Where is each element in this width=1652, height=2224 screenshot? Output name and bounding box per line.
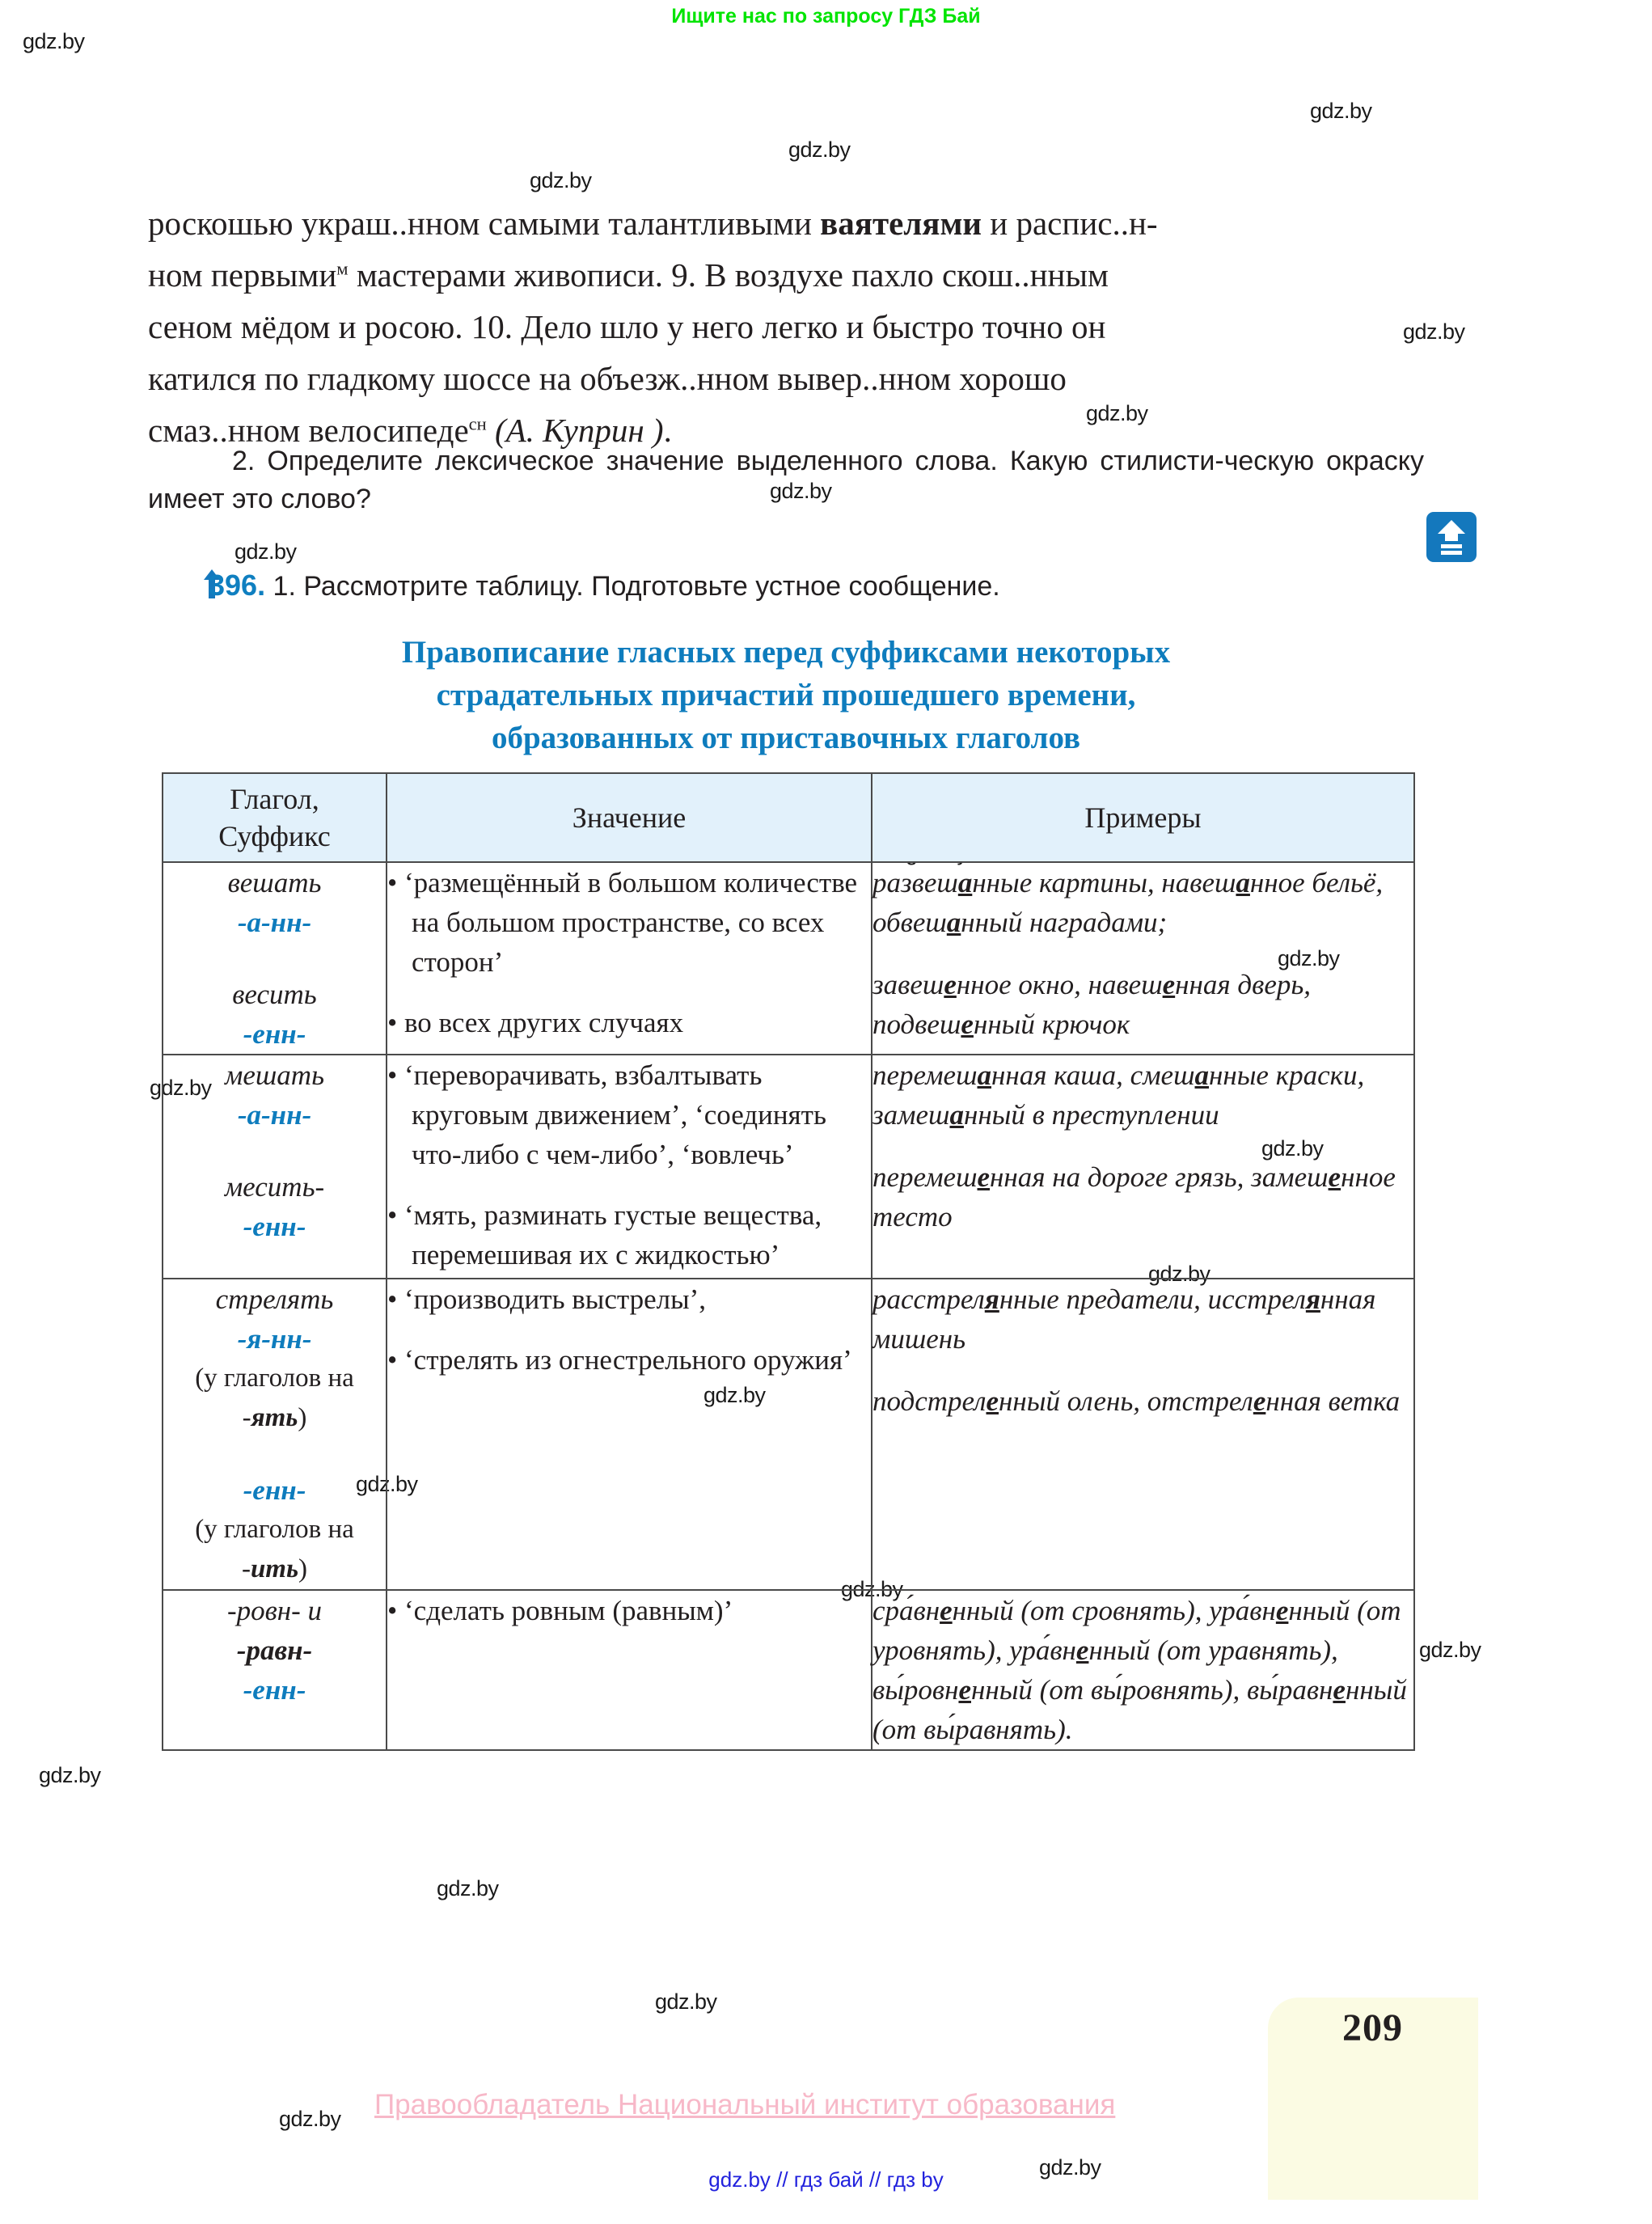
cell-meaning bbox=[387, 1279, 872, 1590]
cell-meaning bbox=[387, 1590, 872, 1750]
site-watermark: gdz.by bbox=[1419, 1638, 1481, 1662]
paragraph-line: смаз..нном велосипеде$^{сн}$ (А. Куприн ). bbox=[148, 412, 672, 449]
site-watermark: gdz.by bbox=[23, 29, 85, 53]
table-row bbox=[163, 1590, 1414, 1750]
spelling-rules-table bbox=[162, 772, 1415, 1751]
cell-verb-suffix bbox=[163, 1590, 387, 1750]
meaning-item: • ‘переворачивать, взбалтывать круговым движением’, ‘соединять что-либо с чем-либо’, ‘вовлечь’ bbox=[387, 1055, 871, 1174]
task-396-line bbox=[209, 568, 1422, 604]
column-header-examples: Примеры bbox=[872, 773, 1414, 862]
verb-label: месить- bbox=[224, 1171, 325, 1203]
site-watermark: gdz.by bbox=[530, 168, 592, 192]
example-group: сра́вненный (от сровнять), ура́вненный (от уровнять), ура́вненный (от уравнять), вы́ровненный (от вы́ровнять), вы́равненный (от вы́равнять). bbox=[872, 1595, 1407, 1745]
site-watermark: gdz.by bbox=[703, 1383, 766, 1407]
meaning-item: • ‘размещённый в большом количестве на большом пространстве, со всех сторон’ bbox=[387, 863, 871, 982]
site-watermark: gdz.by bbox=[1403, 319, 1465, 344]
verb-label: -ровн- и bbox=[226, 1595, 323, 1626]
site-watermark: gdz.by bbox=[150, 1076, 212, 1100]
table-title-line-1: Правописание гласных перед суффиксами некоторых bbox=[401, 635, 1171, 670]
example-group: перемешенная на дороге грязь, замешенное тесто bbox=[872, 1161, 1396, 1233]
meaning-item: • ‘производить выстрелы’, bbox=[387, 1279, 871, 1319]
bottom-watermark: gdz.by // гдз бай // гдз by bbox=[708, 2167, 944, 2192]
task-396-number: 396. bbox=[209, 569, 266, 602]
table-row bbox=[163, 1055, 1414, 1279]
site-watermark: gdz.by bbox=[1310, 99, 1372, 123]
column-header-meaning: Значение bbox=[387, 773, 872, 862]
cell-examples bbox=[872, 862, 1414, 1055]
site-watermark: gdz.by bbox=[788, 137, 851, 162]
verb-label: весить bbox=[232, 979, 317, 1010]
site-watermark: gdz.by bbox=[1278, 946, 1340, 970]
paragraph-line: ном первыми$^м$ мастерами живописи. 9. В воздухе пахло скош..нным bbox=[148, 256, 1109, 294]
verb-label-alt: -равн- bbox=[236, 1634, 313, 1666]
site-watermark: gdz.by bbox=[1148, 1262, 1210, 1286]
cell-verb-suffix bbox=[163, 1279, 387, 1590]
suffix-label: -енн- bbox=[243, 1018, 306, 1050]
site-watermark: gdz.by bbox=[234, 539, 297, 564]
site-watermark: gdz.by bbox=[437, 1876, 499, 1901]
verb-note: (у глаголов на -ять) bbox=[195, 1364, 354, 1432]
example-group: расстрелянные предатели, исстрелянная мишень bbox=[872, 1283, 1376, 1355]
verb-label: стрелять bbox=[215, 1283, 334, 1315]
site-watermark: gdz.by bbox=[655, 1989, 717, 2014]
table-title-line-2: страдательных причастий прошедшего времени, bbox=[436, 678, 1136, 712]
paragraph-line: катился по гладкому шоссе на объезж..нном вывер..нном хорошо bbox=[148, 360, 1067, 397]
cell-meaning bbox=[387, 1055, 872, 1279]
site-watermark: gdz.by bbox=[1039, 2155, 1101, 2180]
table-header-row bbox=[163, 773, 1414, 862]
meaning-item: • ‘мять, разминать густые вещества, перемешивая их с жидкостью’ bbox=[387, 1195, 871, 1275]
suffix-label: -енн- bbox=[243, 1211, 306, 1242]
task-2-line-2: ческую окраску имеет это слово? bbox=[148, 446, 1424, 514]
site-watermark: gdz.by bbox=[356, 1472, 418, 1496]
table-row bbox=[163, 862, 1414, 1055]
site-watermark: gdz.by bbox=[279, 2107, 341, 2131]
suffix-label: -енн- bbox=[243, 1674, 306, 1706]
cell-examples bbox=[872, 1590, 1414, 1750]
example-group: перемешанная каша, смешанные краски, замешанный в преступлении bbox=[872, 1059, 1365, 1131]
suffix-label: -енн- bbox=[243, 1474, 306, 1506]
column-header-suffix: Суффикс bbox=[218, 820, 331, 852]
copyright-watermark: Правообладатель Национальный институт образования bbox=[374, 2089, 1116, 2120]
exercise-395-text bbox=[148, 197, 1424, 456]
column-header-verb: Глагол, bbox=[230, 783, 319, 815]
cell-examples bbox=[872, 1055, 1414, 1279]
cell-verb-suffix bbox=[163, 1055, 387, 1279]
meaning-item: • во всех других случаях bbox=[387, 1003, 871, 1042]
suffix-label: -а-нн- bbox=[237, 907, 312, 938]
task-396-text: 1. Рассмотрите таблицу. Подготовьте устное сообщение. bbox=[273, 571, 1000, 602]
table-row bbox=[163, 1279, 1414, 1590]
example-group: развешанные картины, навешанное бельё, обвешанный наградами; bbox=[872, 867, 1384, 938]
example-group: подстреленный олень, отстреленная ветка bbox=[872, 1385, 1401, 1417]
meaning-item: • ‘сделать ровным (равным)’ bbox=[387, 1591, 871, 1630]
site-watermark: gdz.by bbox=[1261, 1136, 1324, 1161]
site-watermark: gdz.by bbox=[1086, 401, 1148, 425]
example-group: завешенное окно, навешенная дверь, подвешенный крючок bbox=[872, 969, 1312, 1040]
paragraph-line: роскошью украш..нном самыми талантливыми ваятелями и распис..н- bbox=[148, 205, 1158, 242]
verb-label: мешать bbox=[225, 1059, 324, 1091]
verb-label: вешать bbox=[227, 867, 322, 898]
paragraph-line: сеном мёдом и росою. 10. Дело шло у него легко и быстро точно он bbox=[148, 308, 1106, 345]
top-promo-banner: Ищите нас по запросу ГДЗ Бай bbox=[671, 5, 981, 27]
site-watermark: gdz.by bbox=[841, 1577, 903, 1601]
suffix-label: -а-нн- bbox=[237, 1099, 312, 1131]
verb-note: (у глаголов на -ить) bbox=[195, 1515, 354, 1583]
table-title bbox=[148, 631, 1424, 759]
meaning-item: • ‘стрелять из огнестрельного оружия’ bbox=[387, 1340, 871, 1380]
column-header-verb-suffix bbox=[163, 773, 387, 862]
table-title-line-3: образованных от приставочных глаголов bbox=[491, 721, 1081, 755]
task-2-line-1: 2. Определите лексическое значение выделенного слова. Какую стилисти- bbox=[232, 446, 1224, 476]
site-watermark: gdz.by bbox=[770, 479, 832, 503]
site-watermark: gdz.by bbox=[39, 1763, 101, 1787]
cell-verb-suffix bbox=[163, 862, 387, 1055]
cell-meaning bbox=[387, 862, 872, 1055]
upload-arrow-icon[interactable] bbox=[1426, 512, 1477, 562]
suffix-label: -я-нн- bbox=[237, 1323, 312, 1355]
cell-examples bbox=[872, 1279, 1414, 1590]
page-number: 209 bbox=[1342, 2006, 1403, 2049]
task-2-instruction bbox=[148, 442, 1424, 518]
